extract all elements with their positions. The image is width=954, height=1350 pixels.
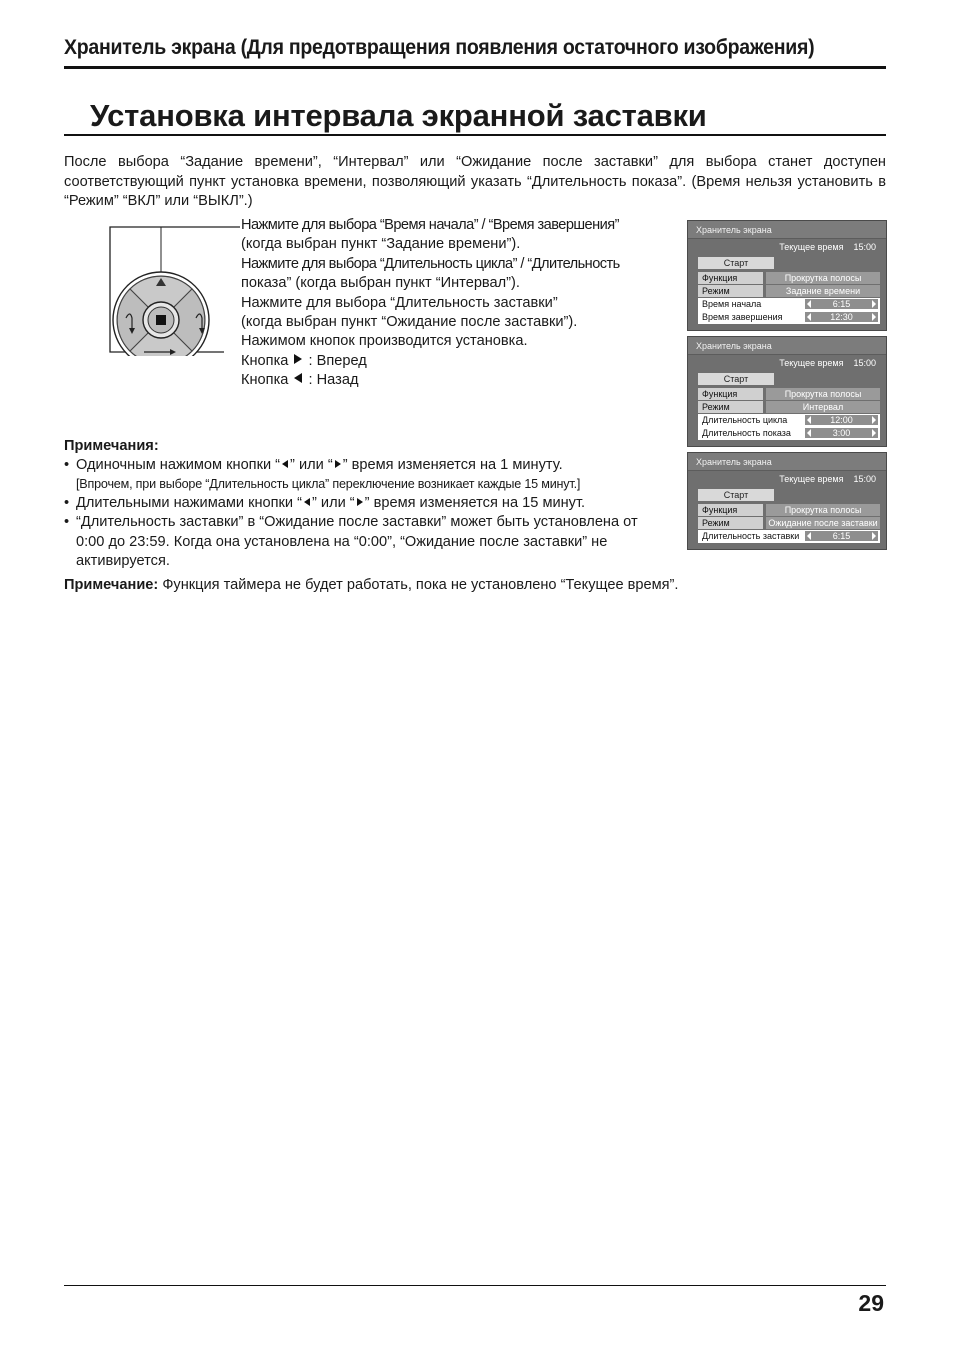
bullet-dot: • — [64, 494, 70, 511]
note-sub: [Впрочем, при выборе “Длительность цикла” переключение возникает каждые 15 минут.] — [76, 476, 581, 491]
arrow-right-icon — [872, 300, 876, 308]
instruction-line: Нажимом кнопок производится установка. — [241, 333, 528, 350]
osd-start-button[interactable]: Старт — [698, 373, 774, 385]
arrow-right-icon — [872, 532, 876, 540]
osd-value-stepper[interactable] — [805, 299, 878, 309]
arrow-left-icon — [807, 313, 811, 321]
osd-label: Режим — [698, 285, 763, 297]
triangle-right-icon — [294, 354, 302, 364]
instruction-line: Нажмите для выбора “Время начала” / “Время завершения” — [241, 217, 619, 233]
osd-label: Время начала — [698, 298, 803, 310]
note-text: Длительными нажимами кнопки “ — [76, 494, 303, 511]
note-bullet — [64, 513, 664, 571]
osd-value-stepper[interactable] — [805, 531, 878, 541]
osd-current-time — [688, 471, 886, 487]
osd-value: Задание времени — [766, 285, 880, 297]
osd-label: Функция — [698, 504, 763, 516]
notes-section — [64, 437, 664, 571]
note-text: ” время изменяется на 15 минут. — [364, 494, 586, 511]
instruction-line: (когда выбран пункт “Задание времени”). — [241, 236, 521, 253]
osd-row-function[interactable] — [698, 272, 880, 285]
osd-label: Длительность заставки — [698, 530, 803, 542]
osd-row-show-duration[interactable] — [698, 427, 880, 440]
note-text: ” или “ — [312, 494, 355, 511]
osd-time-label: Текущее время — [779, 358, 844, 368]
osd-value: 12:00 — [830, 415, 853, 425]
heading-rule — [64, 134, 886, 136]
osd-value: 12:30 — [830, 312, 853, 322]
arrow-left-icon — [807, 532, 811, 540]
note-text: “Длительность заставки” в “Ожидание после заставки” может быть установлена от 0:00 до 23:59. Когда она установлена на “0:00”, “Ожидание после заставки” не активируется. — [76, 514, 638, 570]
osd-start-button[interactable]: Старт — [698, 257, 774, 269]
bullet-dot: • — [64, 457, 70, 474]
note-text: Одиночным нажимом кнопки “ — [76, 457, 281, 474]
osd-screen-wait — [687, 452, 887, 550]
osd-row-mode[interactable] — [698, 401, 880, 414]
final-note-label: Примечание: — [64, 577, 159, 593]
triangle-left-icon — [304, 498, 310, 506]
page-number: 29 — [858, 1290, 884, 1316]
arrow-right-icon — [872, 429, 876, 437]
osd-title: Хранитель экрана — [688, 453, 886, 471]
page-heading: Установка интервала экранной заставки — [90, 98, 707, 133]
osd-label: Длительность показа — [698, 427, 803, 439]
osd-row-mode[interactable] — [698, 517, 880, 530]
instructions — [241, 216, 671, 391]
osd-value: Прокрутка полосы — [766, 504, 880, 516]
osd-time-value: 15:00 — [853, 474, 876, 484]
osd-row-function[interactable] — [698, 504, 880, 517]
triangle-right-icon — [357, 498, 363, 506]
osd-label: Режим — [698, 517, 763, 529]
triangle-left-icon — [282, 460, 288, 468]
osd-title: Хранитель экрана — [688, 221, 886, 239]
final-note-text: Функция таймера не будет работать, пока не установлено “Текущее время”. — [158, 577, 679, 593]
instruction-line: Нажмите для выбора “Длительность заставки” — [241, 294, 558, 311]
note-bullet — [64, 456, 664, 475]
osd-label: Режим — [698, 401, 763, 413]
osd-value: 6:15 — [832, 299, 851, 309]
forward-suffix: : Вперед — [308, 352, 367, 369]
arrow-left-icon — [807, 429, 811, 437]
arrow-right-icon — [872, 313, 876, 321]
remote-control-dpad-icon — [104, 222, 244, 356]
instruction-line: Нажмите для выбора “Длительность цикла” / “Длительность — [241, 255, 620, 272]
osd-value: Ожидание после заставки — [766, 517, 880, 529]
osd-current-time — [688, 355, 886, 371]
footer-rule — [64, 1285, 886, 1286]
intro-paragraph: После выбора “Задание времени”, “Интервал” или “Ожидание после заставки” для выбора станет доступен соответствующий пункт установка времени, позволяющий указать “Длительность показа”. (Время нельзя установить в “Режим” “ВКЛ” или “ВЫКЛ”.) — [64, 154, 886, 209]
bullet-dot: • — [64, 514, 70, 531]
osd-title: Хранитель экрана — [688, 337, 886, 355]
osd-label: Функция — [698, 272, 763, 284]
osd-row-end-time[interactable] — [698, 311, 880, 324]
triangle-left-icon — [294, 373, 302, 383]
back-suffix: : Назад — [308, 372, 359, 389]
arrow-left-icon — [807, 300, 811, 308]
arrow-right-icon — [872, 416, 876, 424]
note-text: ” или “ — [290, 457, 333, 474]
instruction-line: (когда выбран пункт “Ожидание после заставки”). — [241, 314, 578, 331]
forward-button-line — [241, 352, 671, 371]
osd-value: Прокрутка полосы — [766, 388, 880, 400]
osd-time-value: 15:00 — [853, 242, 876, 252]
osd-value-stepper[interactable] — [805, 415, 878, 425]
back-button-line — [241, 371, 671, 390]
osd-time-value: 15:00 — [853, 358, 876, 368]
osd-current-time — [688, 239, 886, 255]
forward-prefix: Кнопка — [241, 352, 289, 369]
osd-label: Функция — [698, 388, 763, 400]
note-text: ” время изменяется на 1 минуту. — [342, 457, 563, 474]
osd-value: 6:15 — [832, 531, 851, 541]
instruction-line: показа” (когда выбран пункт “Интервал”). — [241, 275, 520, 292]
osd-value: Прокрутка полосы — [766, 272, 880, 284]
osd-row-mode[interactable] — [698, 285, 880, 298]
osd-start-button[interactable]: Старт — [698, 489, 774, 501]
osd-row-cycle-duration[interactable] — [698, 414, 880, 427]
osd-row-saver-duration[interactable] — [698, 530, 880, 543]
arrow-left-icon — [807, 416, 811, 424]
back-prefix: Кнопка — [241, 372, 289, 389]
osd-value: 3:00 — [832, 428, 851, 438]
notes-title: Примечания: — [64, 438, 159, 454]
note-bullet — [64, 494, 664, 513]
osd-label: Длительность цикла — [698, 414, 803, 426]
osd-value-stepper[interactable] — [805, 312, 878, 322]
osd-value: Интервал — [766, 401, 880, 413]
section-title: Хранитель экрана (Для предотвращения появления остаточного изображения) — [64, 36, 815, 59]
osd-label: Время завершения — [698, 311, 803, 323]
header-rule — [64, 66, 886, 69]
osd-row-start-time[interactable] — [698, 298, 880, 311]
osd-value-stepper[interactable] — [805, 428, 878, 438]
osd-screen-interval — [687, 336, 887, 447]
osd-time-label: Текущее время — [779, 242, 844, 252]
osd-time-label: Текущее время — [779, 474, 844, 484]
final-note — [64, 577, 678, 593]
triangle-right-icon — [335, 460, 341, 468]
osd-screen-timer — [687, 220, 887, 331]
osd-row-function[interactable] — [698, 388, 880, 401]
